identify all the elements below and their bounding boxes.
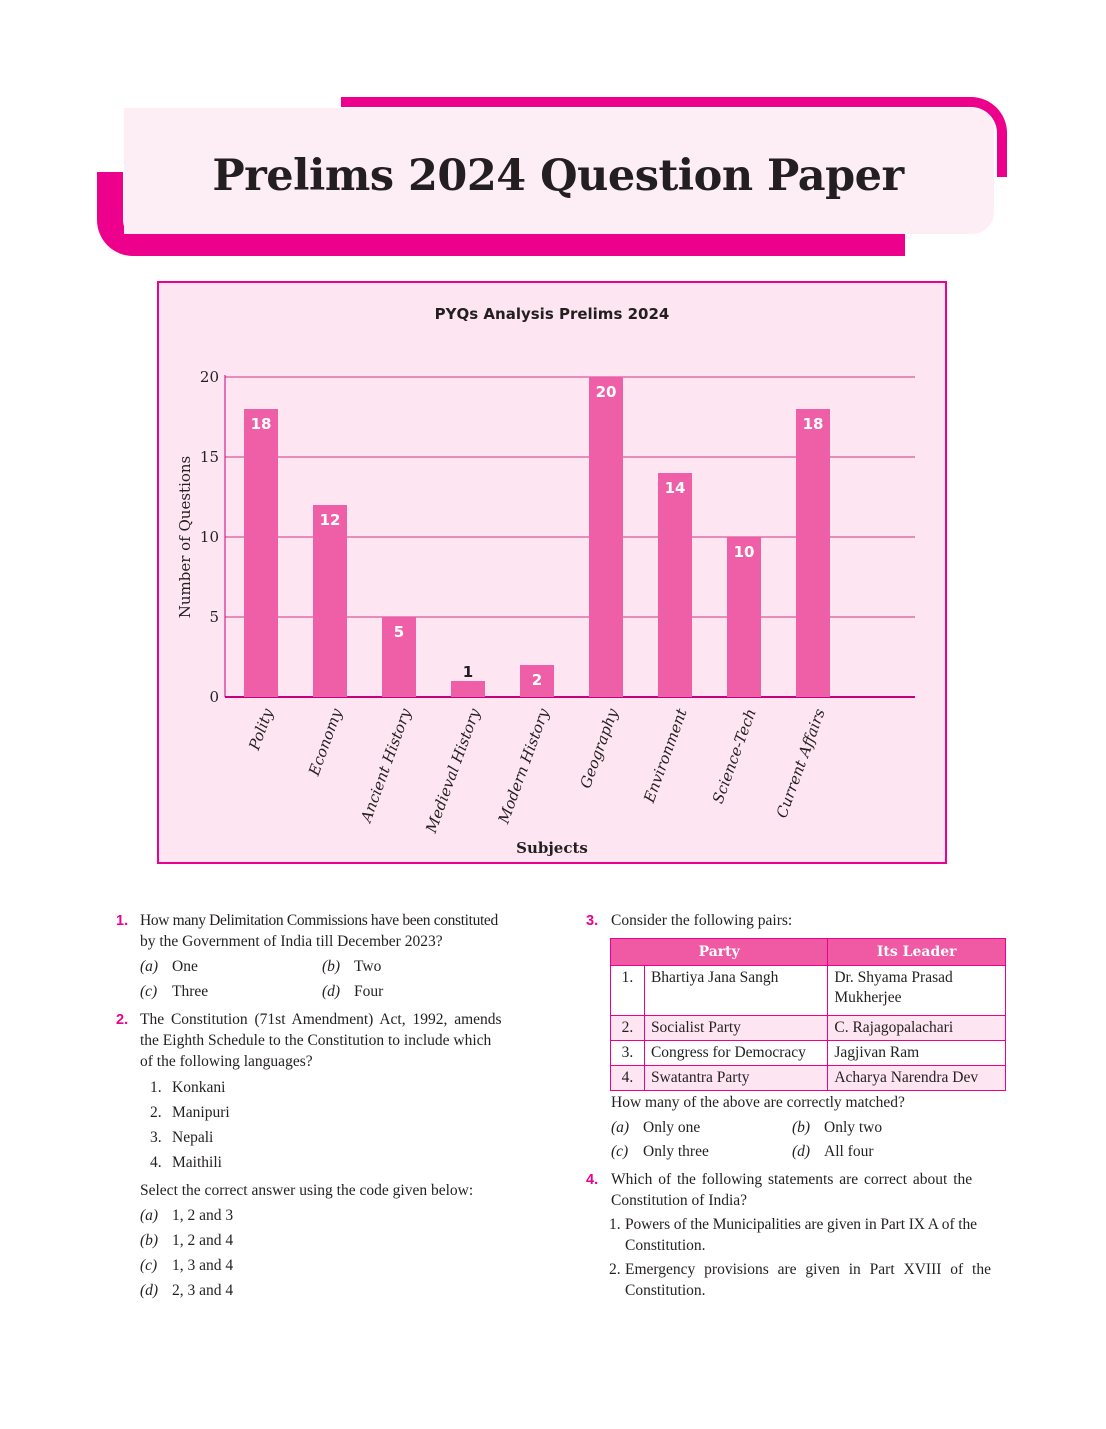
question-number: 1.: [116, 913, 129, 929]
y-tick-label: 0: [209, 688, 219, 706]
list-item-number: 4.: [150, 1154, 162, 1171]
x-tick-label: Economy: [304, 706, 346, 778]
option-key: (a): [140, 958, 159, 975]
list-item: Nepali: [172, 1129, 214, 1146]
question-4-line-1: Which of the following statements are correct about the: [611, 1171, 973, 1188]
option-text: 1, 3 and 4: [172, 1257, 234, 1274]
question-number: 3.: [586, 913, 599, 929]
statement-2-line-2: Constitution.: [625, 1282, 706, 1299]
question-1-option-a[interactable]: [140, 956, 158, 977]
party-cell: Congress for Democracy: [644, 1041, 827, 1066]
party-cell: Bhartiya Jana Sangh: [644, 966, 827, 1016]
question-3-stem: Consider the following pairs:: [611, 912, 793, 929]
statement-1: [625, 1214, 1007, 1256]
option-text: Four: [354, 983, 384, 1000]
question-4: [586, 1169, 598, 1191]
bar: [244, 409, 278, 697]
question-4-line-2: Constitution of India?: [611, 1192, 748, 1209]
x-tick-label: Medieval History: [422, 706, 484, 836]
question-1-line-2: by the Government of India till December 2023?: [140, 933, 443, 950]
bar: [727, 537, 761, 697]
question-2-option-a[interactable]: [140, 1205, 158, 1226]
bar-chart: [157, 281, 947, 864]
pairs-table: [610, 938, 1006, 1091]
question-3-option-c[interactable]: [611, 1141, 628, 1162]
bar-value-label: 2: [531, 671, 543, 689]
bar-value-label: 5: [393, 623, 405, 641]
x-tick-label: Modern History: [494, 706, 553, 826]
statement-2: [625, 1259, 1007, 1301]
row-number: 1.: [611, 966, 645, 1016]
question-2: [116, 1009, 128, 1031]
chart-title: PYQs Analysis Prelims 2024: [434, 305, 670, 323]
bar-value-label: 1: [462, 663, 474, 681]
x-tick-label: Environment: [640, 706, 691, 805]
party-cell: Socialist Party: [644, 1016, 827, 1041]
x-tick-label: Current Affairs: [772, 706, 829, 821]
question-number: 4.: [586, 1172, 599, 1188]
party-cell: Swatantra Party: [644, 1066, 827, 1091]
row-number: 2.: [611, 1016, 645, 1041]
leader-cell: Jagjivan Ram: [828, 1041, 1006, 1066]
option-text: Only three: [643, 1143, 709, 1160]
option-text: Two: [354, 958, 382, 975]
option-key: (c): [140, 983, 158, 1000]
list-item: Konkani: [172, 1079, 226, 1096]
column-header-leader: Its Leader: [828, 939, 1006, 966]
question-1: [116, 910, 128, 932]
option-text: Only two: [824, 1119, 883, 1136]
statement-2-line-1: Emergency provisions are given in Part XVIII of the: [625, 1261, 991, 1278]
question-1-option-c[interactable]: [140, 981, 157, 1002]
statement-number: 2.: [609, 1261, 621, 1278]
table-row: [611, 1041, 1006, 1066]
option-text: 1, 2 and 3: [172, 1207, 234, 1224]
bar: [658, 473, 692, 697]
question-2-option-b[interactable]: [140, 1230, 158, 1251]
list-item: Maithili: [172, 1154, 222, 1171]
question-2-line-1: The Constitution (71st Amendment) Act, 1992, amends: [140, 1011, 502, 1028]
option-key: (c): [140, 1257, 158, 1274]
question-3-question: How many of the above are correctly matched?: [611, 1094, 905, 1111]
question-2-option-d[interactable]: [140, 1280, 158, 1301]
table-row: [611, 966, 1006, 1016]
list-item-number: 1.: [150, 1079, 162, 1096]
option-key: (b): [322, 958, 341, 975]
option-text: All four: [824, 1143, 874, 1160]
table-row: [611, 1016, 1006, 1041]
question-2-line-2: the Eighth Schedule to the Constitution to include which: [140, 1032, 492, 1049]
bar-value-label: 18: [250, 415, 272, 433]
table-header-row: [611, 939, 1006, 966]
list-item-number: 3.: [150, 1129, 162, 1146]
option-text: 2, 3 and 4: [172, 1282, 234, 1299]
y-tick-label: 20: [199, 368, 219, 386]
leader-cell: Acharya Narendra Dev: [828, 1066, 1006, 1091]
x-tick-label: Ancient History: [357, 706, 415, 825]
bar-value-label: 14: [664, 479, 686, 497]
bar: [589, 377, 623, 697]
statement-1-line-1: Powers of the Municipalities are given in Part IX A of the: [625, 1216, 977, 1233]
y-tick-label: 10: [199, 528, 219, 546]
question-1-stem: [140, 910, 536, 952]
bar: [796, 409, 830, 697]
option-key: (a): [140, 1207, 159, 1224]
bar-value-label: 20: [595, 383, 617, 401]
option-text: One: [172, 958, 198, 975]
y-tick-label: 5: [209, 608, 219, 626]
question-3-option-a[interactable]: [611, 1117, 629, 1138]
page-title: Prelims 2024 Question Paper: [212, 151, 904, 201]
column-header-party: Party: [611, 939, 828, 966]
statement-number: 1.: [609, 1216, 621, 1233]
bar-value-label: 12: [319, 511, 341, 529]
bar-value-label: 10: [733, 543, 755, 561]
option-text: Three: [172, 983, 209, 1000]
statement-1-line-2: Constitution.: [625, 1237, 706, 1254]
option-key: (d): [792, 1143, 811, 1160]
row-number: 4.: [611, 1066, 645, 1091]
question-3-option-d[interactable]: [792, 1141, 810, 1162]
list-item: Manipuri: [172, 1104, 230, 1121]
chart-y-axis-label: Number of Questions: [176, 455, 194, 619]
question-3: [586, 910, 598, 932]
chart-x-axis-label: Subjects: [516, 839, 588, 857]
option-key: (a): [611, 1119, 630, 1136]
table-row: [611, 1066, 1006, 1091]
option-key: (b): [792, 1119, 811, 1136]
question-4-stem: [611, 1169, 1006, 1211]
question-1-option-d[interactable]: [322, 981, 340, 1002]
option-text: Only one: [643, 1119, 701, 1136]
list-item-number: 2.: [150, 1104, 162, 1121]
question-2-option-c[interactable]: [140, 1255, 157, 1276]
question-1-option-b[interactable]: [322, 956, 340, 977]
bar: [451, 681, 485, 697]
y-tick-label: 15: [199, 448, 219, 466]
option-key: (c): [611, 1143, 629, 1160]
option-key: (d): [322, 983, 341, 1000]
row-number: 3.: [611, 1041, 645, 1066]
x-tick-label: Science-Tech: [708, 706, 760, 806]
option-text: 1, 2 and 4: [172, 1232, 234, 1249]
x-tick-label: Polity: [245, 706, 277, 753]
question-2-stem: [140, 1009, 536, 1072]
question-2-line-3: of the following languages?: [140, 1053, 313, 1070]
bar: [313, 505, 347, 697]
question-2-instruction: Select the correct answer using the code given below:: [140, 1182, 474, 1199]
question-1-line-1: How many Delimitation Commissions have been constituted: [140, 912, 498, 929]
leader-cell: Dr. Shyama Prasad Mukherjee: [828, 966, 1006, 1016]
bar-value-label: 18: [802, 415, 824, 433]
x-tick-label: Geography: [576, 706, 622, 791]
question-number: 2.: [116, 1012, 129, 1028]
leader-cell: C. Rajagopalachari: [828, 1016, 1006, 1041]
option-key: (d): [140, 1282, 159, 1299]
option-key: (b): [140, 1232, 159, 1249]
question-3-option-b[interactable]: [792, 1117, 810, 1138]
